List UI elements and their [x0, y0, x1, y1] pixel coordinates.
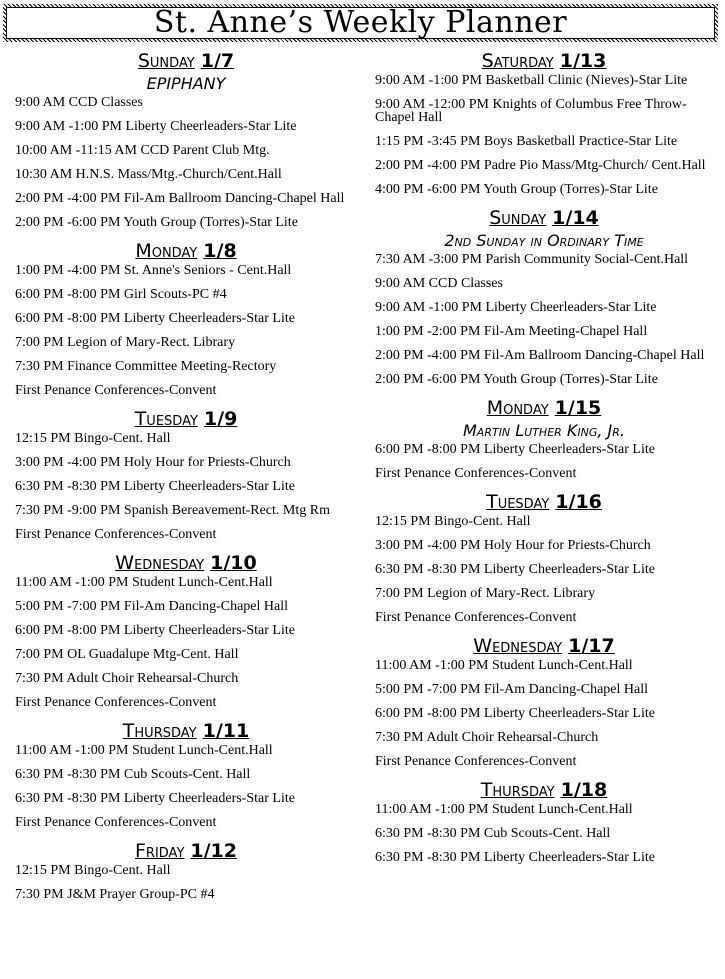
- schedule-item: 9:00 AM -1:00 PM Liberty Cheerleaders-Star Lite: [15, 119, 297, 134]
- schedule-item: First Penance Conferences-Convent: [375, 754, 577, 769]
- day-name: Wednesday: [115, 552, 205, 574]
- day-date: 1/17: [568, 635, 615, 657]
- schedule-item: 6:30 PM -8:30 PM Liberty Cheerleaders-Star Lite: [375, 850, 655, 865]
- schedule-item: 10:00 AM -11:15 AM CCD Parent Club Mtg.: [15, 143, 270, 158]
- schedule-item: 1:00 PM -2:00 PM Fil-Am Meeting-Chapel Hall: [375, 324, 648, 339]
- left-column: [15, 50, 357, 912]
- day-date: 1/7: [200, 50, 235, 72]
- day-section: [375, 207, 713, 386]
- schedule-item: First Penance Conferences-Convent: [15, 383, 217, 398]
- day-name: Tuesday: [134, 408, 198, 430]
- schedule-item: 2:00 PM -4:00 PM Padre Pio Mass/Mtg-Church/ Cent.Hall: [375, 158, 706, 173]
- schedule-item: 7:30 PM Adult Choir Rehearsal-Church: [375, 730, 599, 745]
- schedule-item: 2:00 PM -6:00 PM Youth Group (Torres)-Star Lite: [15, 215, 298, 230]
- day-section: [375, 635, 713, 768]
- day-name: Saturday: [481, 50, 554, 72]
- schedule-item: 6:30 PM -8:30 PM Cub Scouts-Cent. Hall: [15, 767, 251, 782]
- schedule-item: 9:00 AM -1:00 PM Liberty Cheerleaders-Star Lite: [375, 300, 657, 315]
- schedule-item: 2:00 PM -4:00 PM Fil-Am Ballroom Dancing-Chapel Hall: [15, 191, 345, 206]
- day-heading: [375, 491, 713, 513]
- day-section: [375, 50, 713, 196]
- schedule-item: 2:00 PM -4:00 PM Fil-Am Ballroom Dancing-Chapel Hall: [375, 348, 705, 363]
- schedule-item: 4:00 PM -6:00 PM Youth Group (Torres)-Star Lite: [375, 182, 658, 197]
- schedule-item: 9:00 AM CCD Classes: [15, 95, 143, 110]
- schedule-item: 7:00 PM Legion of Mary-Rect. Library: [375, 586, 596, 601]
- day-name: Sunday: [137, 50, 195, 72]
- schedule-item: 6:00 PM -8:00 PM Liberty Cheerleaders-Star Lite: [375, 442, 655, 457]
- right-column: [375, 50, 713, 875]
- schedule-item: 2:00 PM -6:00 PM Youth Group (Torres)-Star Lite: [375, 372, 658, 387]
- day-date: 1/9: [203, 408, 238, 430]
- day-name: Monday: [486, 397, 549, 419]
- schedule-item: 3:00 PM -4:00 PM Holy Hour for Priests-Church: [15, 455, 291, 470]
- schedule-item: 6:00 PM -8:00 PM Girl Scouts-PC #4: [15, 287, 227, 302]
- planner-header: [3, 4, 718, 42]
- day-date: 1/12: [190, 840, 237, 862]
- day-section: [15, 50, 357, 229]
- day-section: [375, 397, 713, 480]
- schedule-item: 11:00 AM -1:00 PM Student Lunch-Cent.Hall: [15, 743, 273, 758]
- schedule-item: 11:00 AM -1:00 PM Student Lunch-Cent.Hall: [375, 658, 633, 673]
- schedule-item: First Penance Conferences-Convent: [15, 815, 217, 830]
- day-heading: [375, 635, 713, 657]
- schedule-item: 1:00 PM -4:00 PM St. Anne's Seniors - Cent.Hall: [15, 263, 292, 278]
- schedule-item: 6:00 PM -8:00 PM Liberty Cheerleaders-Star Lite: [15, 311, 295, 326]
- schedule-item: 12:15 PM Bingo-Cent. Hall: [15, 431, 171, 446]
- schedule-item: First Penance Conferences-Convent: [375, 466, 577, 481]
- schedule-item: 6:30 PM -8:30 PM Liberty Cheerleaders-Star Lite: [375, 562, 655, 577]
- schedule-item: 3:00 PM -4:00 PM Holy Hour for Priests-Church: [375, 538, 651, 553]
- schedule-item: 7:30 PM Adult Choir Rehearsal-Church: [15, 671, 239, 686]
- schedule-item: 5:00 PM -7:00 PM Fil-Am Dancing-Chapel Hall: [375, 682, 648, 697]
- day-section: [15, 240, 357, 397]
- day-section: [15, 840, 357, 901]
- schedule-item: 1:15 PM -3:45 PM Boys Basketball Practice-Star Lite: [375, 134, 678, 149]
- day-name: Wednesday: [473, 635, 563, 657]
- schedule-item: 9:00 AM -1:00 PM Basketball Clinic (Nieves)-Star Lite: [375, 73, 688, 88]
- schedule-item: 7:30 PM -9:00 PM Spanish Bereavement-Rect. Mtg Rm: [15, 503, 330, 518]
- day-heading: [15, 240, 357, 262]
- day-section: [375, 779, 713, 864]
- day-section: [15, 552, 357, 709]
- feast-day-label: Martin Luther King, Jr.: [463, 421, 625, 440]
- schedule-item: 6:00 PM -8:00 PM Liberty Cheerleaders-Star Lite: [15, 623, 295, 638]
- day-heading: [375, 50, 713, 72]
- page-title: St. Anne’s Weekly Planner: [153, 5, 568, 40]
- day-name: Monday: [135, 240, 198, 262]
- day-name: Friday: [134, 840, 185, 862]
- day-date: 1/15: [554, 397, 602, 419]
- day-date: 1/10: [210, 552, 257, 574]
- day-name: Tuesday: [486, 491, 550, 513]
- day-section: [375, 491, 713, 624]
- day-heading: [15, 720, 357, 742]
- schedule-item: 11:00 AM -1:00 PM Student Lunch-Cent.Hall: [15, 575, 273, 590]
- day-section: [15, 408, 357, 541]
- schedule-item: 9:00 AM CCD Classes: [375, 276, 503, 291]
- schedule-item: First Penance Conferences-Convent: [375, 610, 577, 625]
- day-date: 1/8: [203, 240, 237, 262]
- day-name: Sunday: [489, 207, 547, 229]
- schedule-item: 12:15 PM Bingo-Cent. Hall: [375, 514, 531, 529]
- day-name: Thursday: [480, 779, 555, 801]
- schedule-item: 6:30 PM -8:30 PM Liberty Cheerleaders-Star Lite: [15, 479, 295, 494]
- schedule-item: 5:00 PM -7:00 PM Fil-Am Dancing-Chapel Hall: [15, 599, 288, 614]
- schedule-item: First Penance Conferences-Convent: [15, 695, 217, 710]
- schedule-item: 11:00 AM -1:00 PM Student Lunch-Cent.Hall: [375, 802, 633, 817]
- planner-header-inner: [6, 7, 715, 39]
- day-section: [15, 720, 357, 829]
- day-heading: [375, 207, 713, 229]
- day-heading: [375, 397, 713, 419]
- schedule-item: 12:15 PM Bingo-Cent. Hall: [15, 863, 171, 878]
- day-heading: [15, 50, 357, 72]
- day-date: 1/13: [559, 50, 607, 72]
- feast-day-label: EPIPHANY: [146, 74, 226, 93]
- schedule-item: 6:00 PM -8:00 PM Liberty Cheerleaders-Star Lite: [375, 706, 655, 721]
- day-heading: [375, 779, 713, 801]
- schedule-item: 6:30 PM -8:30 PM Liberty Cheerleaders-Star Lite: [15, 791, 295, 806]
- day-heading: [15, 408, 357, 430]
- schedule-item: 6:30 PM -8:30 PM Cub Scouts-Cent. Hall: [375, 826, 611, 841]
- schedule-item: 9:00 AM -12:00 PM Knights of Columbus Free Throw- Chapel Hall: [375, 97, 687, 125]
- schedule-item: 7:00 PM Legion of Mary-Rect. Library: [15, 335, 236, 350]
- day-date: 1/14: [552, 207, 599, 229]
- schedule-item: 7:30 PM Finance Committee Meeting-Rectory: [15, 359, 277, 374]
- schedule-item: 7:00 PM OL Guadalupe Mtg-Cent. Hall: [15, 647, 239, 662]
- day-date: 1/18: [560, 779, 608, 801]
- schedule-item: 7:30 AM -3:00 PM Parish Community Social-Cent.Hall: [375, 252, 689, 267]
- schedule-item: 7:30 PM J&M Prayer Group-PC #4: [15, 887, 215, 902]
- day-date: 1/16: [555, 491, 602, 513]
- day-name: Thursday: [122, 720, 197, 742]
- schedule-item: 10:30 AM H.N.S. Mass/Mtg.-Church/Cent.Hall: [15, 167, 282, 182]
- day-heading: [15, 840, 357, 862]
- day-heading: [15, 552, 357, 574]
- day-date: 1/11: [202, 720, 250, 742]
- feast-day-label: 2nd Sunday in Ordinary Time: [444, 231, 644, 250]
- schedule-item: First Penance Conferences-Convent: [15, 527, 217, 542]
